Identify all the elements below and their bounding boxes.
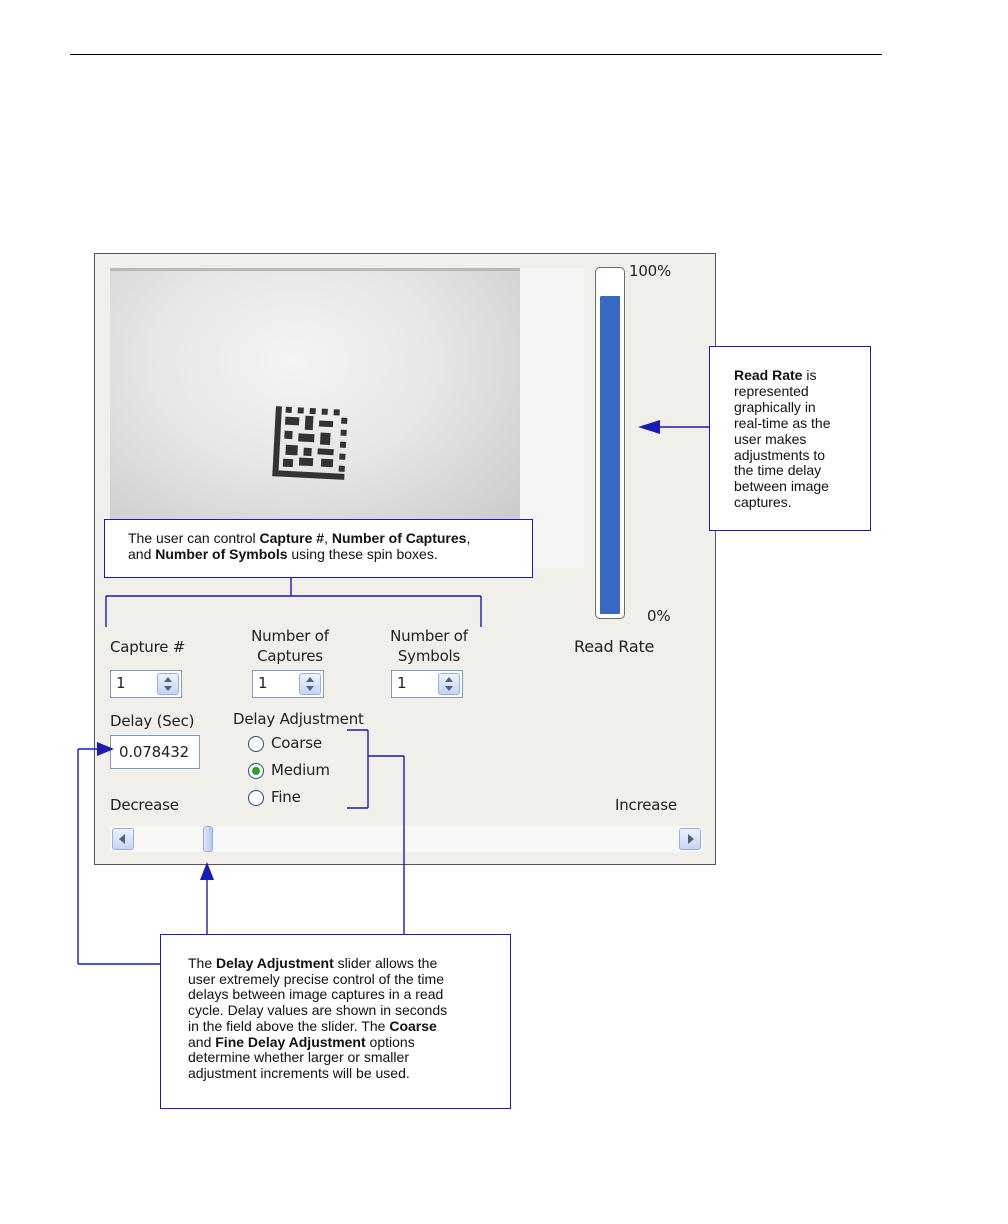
read-rate-label: Read Rate — [574, 637, 655, 656]
delay-label: Delay (Sec) — [110, 712, 195, 730]
capture-value[interactable]: 1 — [116, 674, 126, 692]
read-rate-max-label: 100% — [629, 262, 672, 280]
radio-medium-label[interactable]: Medium — [271, 761, 330, 779]
increase-label: Increase — [615, 796, 677, 814]
delay-adjustment-label: Delay Adjustment — [233, 710, 364, 728]
num-captures-label-line2: Captures — [257, 647, 323, 665]
radio-fine-label[interactable]: Fine — [271, 788, 301, 806]
radio-coarse-label[interactable]: Coarse — [271, 734, 322, 752]
num-symbols-label-line2: Symbols — [397, 647, 461, 665]
num-symbols-label-line1: Number of — [390, 627, 468, 645]
callout-spin-line1: The user can control Capture #, Number of Captures, — [128, 530, 471, 546]
decrease-label: Decrease — [110, 796, 179, 814]
num-captures-label-line1: Number of — [251, 627, 329, 645]
num-symbols-value[interactable]: 1 — [397, 674, 407, 692]
read-rate-min-label: 0% — [647, 607, 671, 625]
num-captures-value[interactable]: 1 — [258, 674, 268, 692]
callout-read-rate: Read Rate is represented graphically in real-time as the user makes adjustments to the time delay between image captures. — [709, 346, 871, 531]
capture-label: Capture # — [110, 638, 186, 656]
delay-value[interactable]: 0.078432 — [119, 743, 189, 761]
callout-delay-slider: The Delay Adjustment slider allows the user extremely precise control of the time delays between image captures in a read cycle. Delay values are shown in seconds in the field above the slider. The Coarse and Fine Delay Adjustment options determine whether larger or smaller adjustment increments will be used. — [160, 934, 511, 1109]
callout-spin-line2: and Number of Symbols using these spin boxes. — [128, 546, 438, 562]
